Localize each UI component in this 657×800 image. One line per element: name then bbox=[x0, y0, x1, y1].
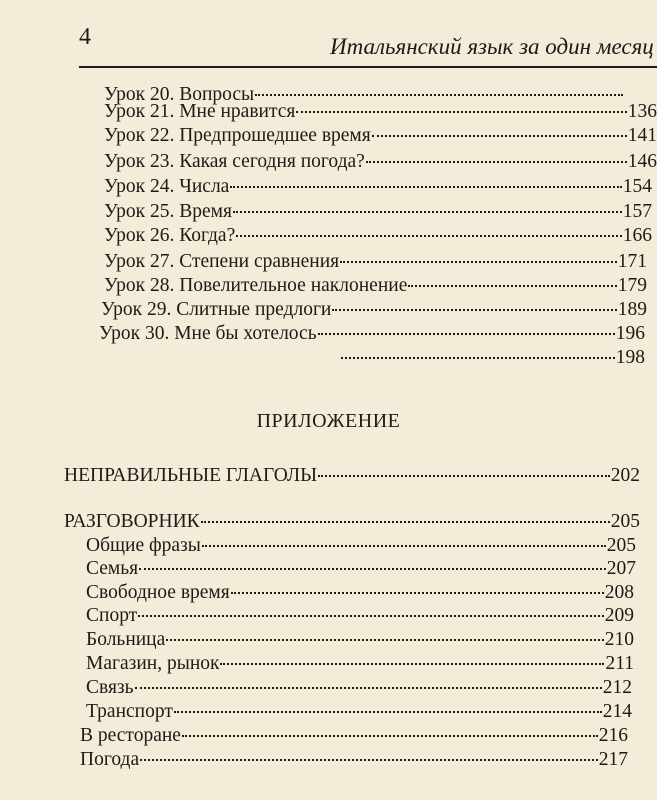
dot-leader bbox=[318, 333, 615, 335]
toc-entry-title: Связь bbox=[86, 677, 134, 698]
dot-leader bbox=[139, 568, 606, 570]
header-rule bbox=[79, 66, 657, 68]
toc-entry-page: 136 bbox=[627, 101, 657, 122]
dot-leader bbox=[255, 94, 623, 96]
toc-entry-page: 216 bbox=[598, 725, 628, 746]
toc-entry bbox=[86, 700, 632, 724]
dot-leader bbox=[201, 521, 610, 523]
toc-entry-page: 202 bbox=[610, 465, 640, 486]
toc-entry bbox=[104, 274, 647, 298]
toc-entry bbox=[340, 346, 645, 370]
toc-entry-title: Больница bbox=[86, 629, 166, 650]
dot-leader bbox=[340, 261, 617, 263]
toc-entry-page: 171 bbox=[617, 251, 647, 272]
dot-leader bbox=[332, 309, 616, 311]
dot-leader bbox=[230, 186, 621, 188]
toc-entry-title: Урок 20. Вопросы bbox=[104, 84, 255, 105]
toc-entry bbox=[86, 676, 632, 700]
toc-entry bbox=[86, 557, 636, 581]
toc-entry bbox=[86, 652, 634, 676]
toc-entry-page: 217 bbox=[598, 749, 628, 770]
toc-entry-title: Транспорт bbox=[86, 701, 173, 722]
toc-entry bbox=[86, 581, 634, 605]
dot-leader bbox=[372, 135, 627, 137]
dot-leader bbox=[296, 111, 626, 113]
dot-leader bbox=[220, 663, 604, 665]
toc-entry bbox=[104, 224, 652, 248]
appendix-heading: ПРИЛОЖЕНИЕ bbox=[256, 410, 401, 432]
toc-entry-title: Общие фразы bbox=[86, 535, 201, 556]
toc-entry bbox=[104, 150, 657, 174]
toc-entry bbox=[86, 628, 634, 652]
toc-entry bbox=[86, 604, 634, 628]
toc-entry-page: 208 bbox=[604, 582, 634, 603]
dot-leader bbox=[140, 759, 598, 761]
toc-entry-title: Урок 27. Степени сравнения bbox=[104, 251, 340, 272]
dot-leader bbox=[138, 615, 604, 617]
toc-entry bbox=[104, 124, 657, 148]
dot-leader bbox=[233, 211, 622, 213]
page-header bbox=[0, 0, 657, 80]
toc-entry bbox=[64, 464, 640, 488]
toc-entry-page: 196 bbox=[615, 323, 645, 344]
toc-entry-title: НЕПРАВИЛЬНЫЕ ГЛАГОЛЫ bbox=[64, 465, 318, 486]
toc-entry bbox=[104, 200, 652, 224]
toc-entry bbox=[80, 748, 628, 772]
dot-leader bbox=[135, 687, 602, 689]
toc-entry-page: 198 bbox=[615, 347, 645, 368]
dot-leader bbox=[408, 285, 616, 287]
toc-entry-title: Урок 29. Слитные предлоги bbox=[101, 299, 332, 320]
toc-entry-page: 179 bbox=[617, 275, 647, 296]
toc-entry-page: 210 bbox=[604, 629, 634, 650]
dot-leader bbox=[174, 711, 602, 713]
toc-entry-page: 154 bbox=[622, 176, 652, 197]
toc-entry-title: В ресторане bbox=[80, 725, 181, 746]
toc-entry-page: 205 bbox=[610, 511, 640, 532]
toc-entry-page: 157 bbox=[622, 201, 652, 222]
toc-entry-title: Урок 25. Время bbox=[104, 201, 232, 222]
dot-leader bbox=[182, 735, 598, 737]
toc-entry-title: Урок 28. Повелительное наклонение bbox=[104, 275, 408, 296]
dot-leader bbox=[231, 592, 604, 594]
toc-entry-title: Свободное время bbox=[86, 582, 230, 603]
toc-entry bbox=[86, 534, 636, 558]
toc-entry-title: Урок 23. Какая сегодня погода? bbox=[104, 151, 365, 172]
dot-leader bbox=[166, 639, 603, 641]
toc-entry bbox=[99, 322, 645, 346]
toc-entry-page: 211 bbox=[605, 653, 634, 674]
toc-entry-title: Спорт bbox=[86, 605, 138, 626]
toc-entry bbox=[80, 724, 628, 748]
dot-leader bbox=[236, 235, 622, 237]
toc-entry bbox=[101, 298, 647, 322]
toc-entry-title: Семья bbox=[86, 558, 139, 579]
dot-leader bbox=[341, 357, 615, 359]
toc-entry-page: 146 bbox=[627, 151, 657, 172]
dot-leader bbox=[202, 545, 606, 547]
toc-entry-title: Урок 21. Мне нравится bbox=[104, 101, 296, 122]
toc-entry bbox=[104, 175, 652, 199]
running-title: Итальянский язык за один месяц bbox=[330, 34, 654, 59]
toc-entry bbox=[64, 510, 640, 534]
toc-entry-page: 209 bbox=[604, 605, 634, 626]
toc-entry-page: 207 bbox=[606, 558, 636, 579]
toc-entry-page: 205 bbox=[606, 535, 636, 556]
toc-entry-title: Погода bbox=[80, 749, 140, 770]
dot-leader bbox=[366, 161, 627, 163]
toc-entry-page: 214 bbox=[602, 701, 632, 722]
toc-entry-page: 189 bbox=[617, 299, 647, 320]
toc-entry bbox=[104, 250, 647, 274]
toc-entry bbox=[104, 100, 657, 124]
toc-entry-title: Урок 30. Мне бы хотелось bbox=[99, 323, 317, 344]
dot-leader bbox=[318, 475, 610, 477]
toc-entry-page: 141 bbox=[627, 125, 657, 146]
toc-entry-title: РАЗГОВОРНИК bbox=[64, 511, 200, 532]
toc-entry-title: Урок 26. Когда? bbox=[104, 225, 236, 246]
toc-entry-title: Магазин, рынок bbox=[86, 653, 220, 674]
page-number: 4 bbox=[79, 24, 91, 50]
toc-entry-page: 166 bbox=[622, 225, 652, 246]
toc-entry-title: Урок 22. Предпрошедшее время bbox=[104, 125, 371, 146]
toc-entry-title: Урок 24. Числа bbox=[104, 176, 230, 197]
toc-entry-page: 212 bbox=[602, 677, 632, 698]
